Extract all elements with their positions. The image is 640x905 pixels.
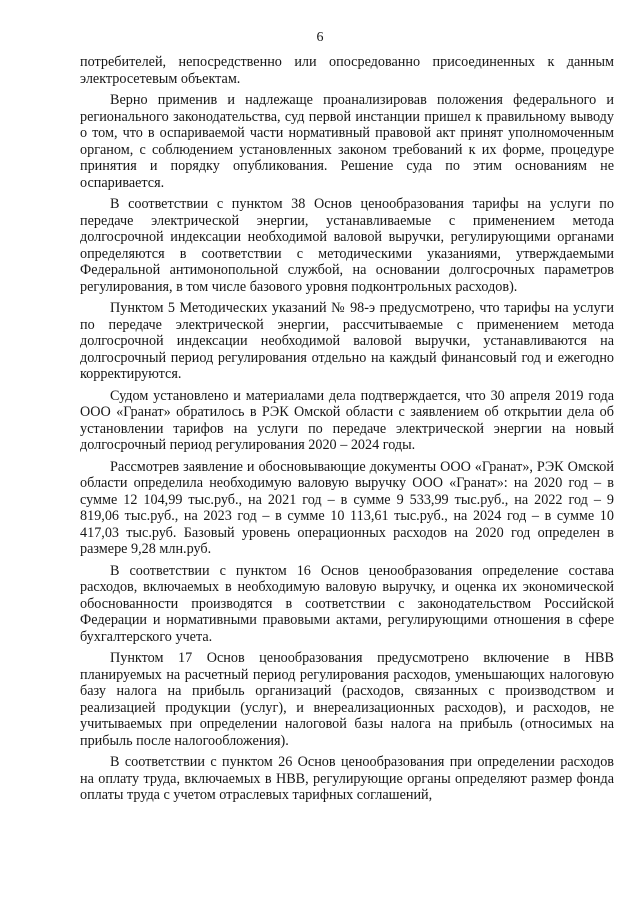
paragraph: Пунктом 17 Основ ценообразования предусмотрено включение в НВВ планируемых на расчетный период регулирования расходов, уменьшающих налоговую базу налога на прибыль организаций (расходов, связанных с производством и реализацией продукции (услуг), и внереализационных расходов), и расходов, не учитываемых при определении налоговой базы налога на прибыль (относимых на прибыль после налогообложения). [80, 650, 614, 749]
paragraph: Рассмотрев заявление и обосновывающие документы ООО «Гранат», РЭК Омской области определила необходимую валовую выручку ООО «Гранат»: на 2020 год – в сумме 12 104,99 тыс.руб., на 2021 год – в сумме 9 533,99 тыс.руб., на 2022 год – 9 819,06 тыс.руб., на 2023 год – в сумме 10 113,61 тыс.руб., на 2024 год – в сумме 10 417,03 тыс.руб. Базовый уровень операционных расходов на 2020 год определен в размере 9,28 млн.руб. [80, 458, 614, 557]
paragraph: В соответствии с пунктом 16 Основ ценообразования определение состава расходов, включаемых в необходимую валовую выручку, и оценка их экономической обоснованности производятся в соответствии с законодательством Российской Федерации и нормативными правовыми актами, регулирующими отношения в сфере бухгалтерского учета. [80, 562, 614, 645]
document-body [80, 54, 614, 809]
paragraph: Верно применив и надлежаще проанализировав положения федерального и регионального законодательства, суд первой инстанции пришел к правильному выводу о том, что в оспариваемой части нормативный правовой акт принят уполномоченным органом, с соблюдением установленных законом требований к их форме, процедуре принятия и порядку опубликования. Решение суда по этим основаниям не оспаривается. [80, 92, 614, 191]
paragraph: потребителей, непосредственно или опосредованно присоединенных к данным электросетевым объектам. [80, 54, 614, 87]
page-number: 6 [316, 30, 324, 45]
paragraph: Пунктом 5 Методических указаний № 98-э предусмотрено, что тарифы на услуги по передаче электрической энергии, рассчитываемые с применением метода долгосрочной индексации необходимой валовой выручки, устанавливаются на долгосрочный период регулирования отдельно на каждый финансовый год и ежегодно корректируются. [80, 300, 614, 382]
paragraph: В соответствии с пунктом 38 Основ ценообразования тарифы на услуги по передаче электрической энергии, устанавливаемые с применением метода долгосрочной индексации необходимой валовой выручки, регулирующими органами определяются в соответствии с методическими указаниями, утверждаемыми Федеральной антимонопольной службой, на основании долгосрочных параметров регулирования, в том числе базового уровня подконтрольных расходов). [80, 196, 614, 295]
paragraph: Судом установлено и материалами дела подтверждается, что 30 апреля 2019 года ООО «Гранат» обратилось в РЭК Омской области с заявлением об открытии дела об установлении тарифов на услуги по передаче электрической энергии на новый долгосрочный период регулирования 2020 – 2024 годы. [80, 387, 614, 453]
paragraph: В соответствии с пунктом 26 Основ ценообразования при определении расходов на оплату труда, включаемых в НВВ, регулирующие органы определяют размер фонда оплаты труда с учетом отраслевых тарифных соглашений, [80, 754, 614, 803]
